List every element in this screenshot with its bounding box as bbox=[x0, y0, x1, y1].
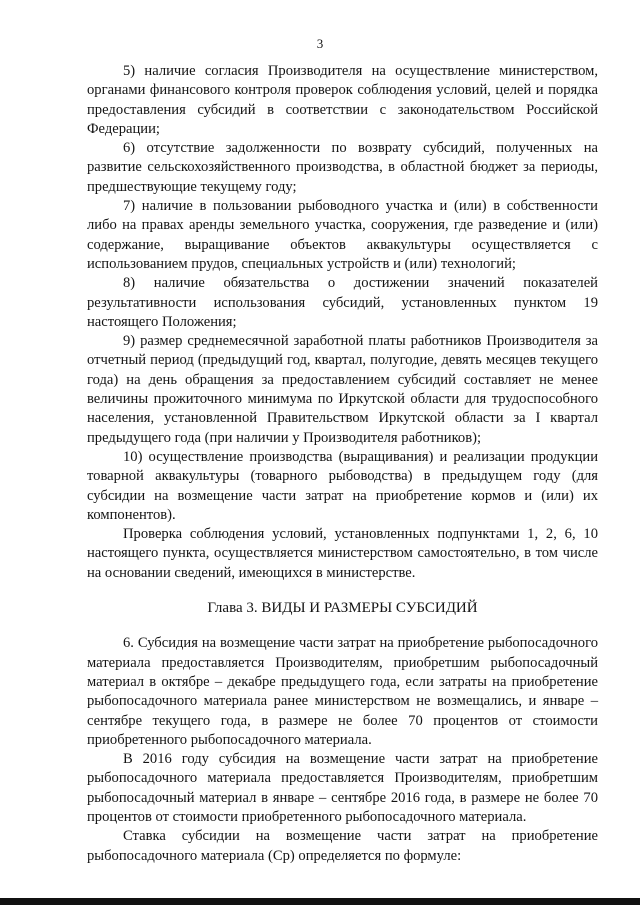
paragraph-item-9: 9) размер среднемесячной заработной платы работников Производителя за отчетный период (предыдущий год, квартал, полугодие, девять месяцев текущего года) на день обращения за предоставлением субсидий составляет не менее величины прожиточного минимума по Иркутской области для трудоспособного населения, установленной Правительством Иркутской области за I квартал предыдущего года (при наличии у Производителя работников); bbox=[87, 333, 598, 446]
paragraph-2016: В 2016 году субсидия на возмещение части затрат на приобретение рыбопосадочного материала предоставляется Производителям, приобретшим рыбопосадочный материал в январе – сентябре 2016 года, в размере не более 70 процентов от стоимости приобретенного рыбопосадочного материала. bbox=[87, 751, 598, 825]
paragraph-rate-formula: Ставка субсидии на возмещение части затрат на приобретение рыбопосадочного материала (Ср) определяется по формуле: bbox=[87, 828, 598, 864]
document-body bbox=[87, 62, 598, 866]
paragraph-item-7: 7) наличие в пользовании рыбоводного участка и (или) в собственности либо на правах аренды земельного участка, сооружения, где разведение и (или) содержание, выращивание объектов аквакультуры осуществляется с использованием прудов, специальных устройств и (или) технологий; bbox=[87, 198, 598, 272]
scan-bottom-edge bbox=[0, 898, 640, 905]
paragraph-item-10: 10) осуществление производства (выращивания) и реализации продукции товарной аквакультуры (товарного рыбоводства) в предыдущем году (для субсидии на возмещение части затрат на приобретение кормов и (или) их компонентов). bbox=[87, 448, 598, 523]
paragraph-item-6: 6) отсутствие задолженности по возврату субсидий, полученных на развитие сельскохозяйственного производства, в областной бюджет за периоды, предшествующие текущему году; bbox=[87, 140, 598, 195]
paragraph-verification: Проверка соблюдения условий, установленных подпунктами 1, 2, 6, 10 настоящего пункта, осуществляется министерством самостоятельно, в том числе на основании сведений, имеющихся в министерстве. bbox=[87, 526, 598, 581]
paragraph-clause-6: 6. Субсидия на возмещение части затрат на приобретение рыбопосадочного материала предоставляется Производителям, приобретшим рыбопосадочный материал в октябре – декабре предыдущего года, если затраты на приобретение рыбопосадочного материала ранее министерством не возмещались, и январе – сентябре текущего года, в размере не более 70 процентов от стоимости приобретенного рыбопосадочного материала. bbox=[87, 635, 598, 748]
paragraph-item-8: 8) наличие обязательства о достижении значений показателей результативности использования субсидий, установленных пунктом 19 настоящего Положения; bbox=[87, 275, 598, 330]
page-number: 3 bbox=[316, 36, 324, 51]
chapter-heading: Глава 3. ВИДЫ И РАЗМЕРЫ СУБСИДИЙ bbox=[207, 600, 478, 617]
paragraph-item-5: 5) наличие согласия Производителя на осуществление министерством, органами финансового контроля проверок соблюдения условий, целей и порядка предоставления субсидий в соответствии с законодательством Российской Федерации; bbox=[87, 63, 598, 137]
